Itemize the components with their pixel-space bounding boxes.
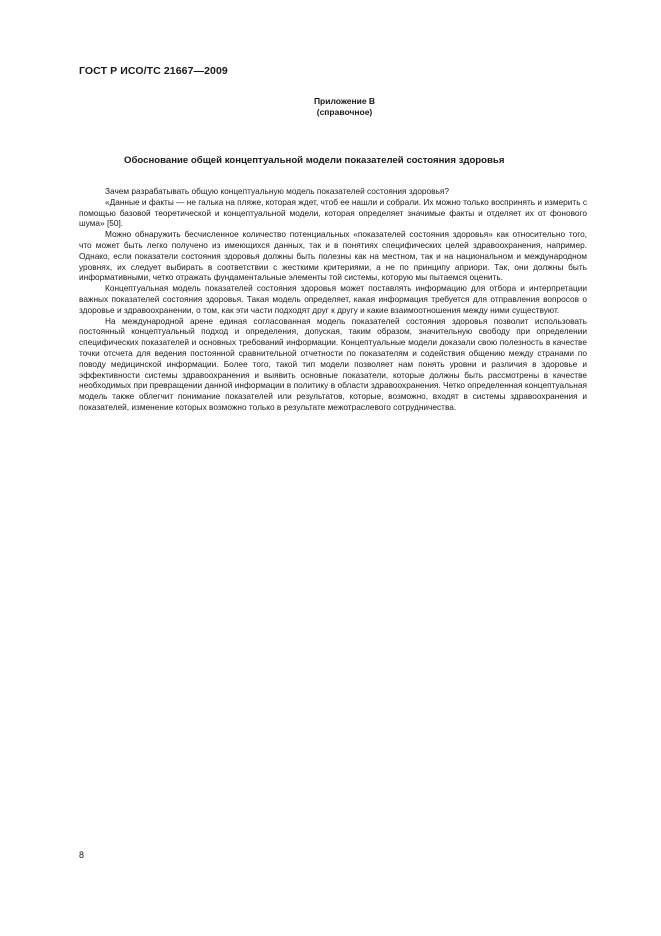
paragraph: На международной арене единая согласованная модель показателей состояния здоровья позволит использовать постоянный концептуальный подход и определения, допуская, таким образом, значительную свободу при определении специфических показателей и основных требований информации. Концептуальные модели доказали свою полезность в качестве точки отсчета для ведения постоянной сравнительной отчетности по показателям и содействия общению между странами по поводу медицинской информации. Более того, такой тип модели позволяет нам понять уровни и различия в здоровье и эффективности системы здравоохранения и выявить основные показатели, которые должны быть рассмотрены в качестве необходимых при превращении данной информации в политику в области здравоохранения. Четко определенная концептуальная модель также облегчит понимание показателей или результатов, которые, возможно, входят в системы здравоохранения и показателей, изменение которых возможно только в результате межотраслевого сотрудничества. xyxy=(79,315,587,412)
paragraph: Концептуальная модель показателей состояния здоровья может поставлять информацию для отбора и интерпретации важных показателей состояния здоровья. Такая модель определяет, какая информация требуется для отправления вопросов о здоровье и здравоохранении, о том, как эти части подходят друг к другу и какие взаимоотношения между ними существуют. xyxy=(79,283,587,315)
paragraph: Зачем разрабатывать общую концептуальную модель показателей состояния здоровья? xyxy=(105,186,449,196)
paragraph: «Данные и факты — не галька на пляже, которая ждет, чтоб ее нашли и собрали. Их можно только воспринять и измерить с помощью базовой теоретической и концептуальной модели, которая определяет значимые факты и отделяет их от фонового шума» [50]. xyxy=(79,196,587,229)
paragraph: Можно обнаружить бесчисленное количество потенциальных «показателей состояния здоровья» как относительно того, что может быть легко получено из имеющихся данных, так и в понятиях специфических целей здравоохранения, например. Однако, если показатели состояния здоровья должны быть полезны как на местном, так и на национальном и международном уровнях, их следует выбирать в соответствии с жесткими критериями, а не по принципу априори. Так, они должны быть информативными, четко отражать фундаментальные элементы той системы, которую мы пытаемся оценить. xyxy=(79,229,587,283)
body-text xyxy=(79,186,587,413)
section-title: Обоснование общей концептуальной модели показателей состояния здоровья xyxy=(124,155,505,166)
page-number: 8 xyxy=(79,850,85,860)
annex-type: (справочное) xyxy=(316,107,373,117)
annex-label: Приложение В xyxy=(313,96,376,106)
document-id-header: ГОСТ Р ИСО/ТС 21667—2009 xyxy=(79,65,228,77)
